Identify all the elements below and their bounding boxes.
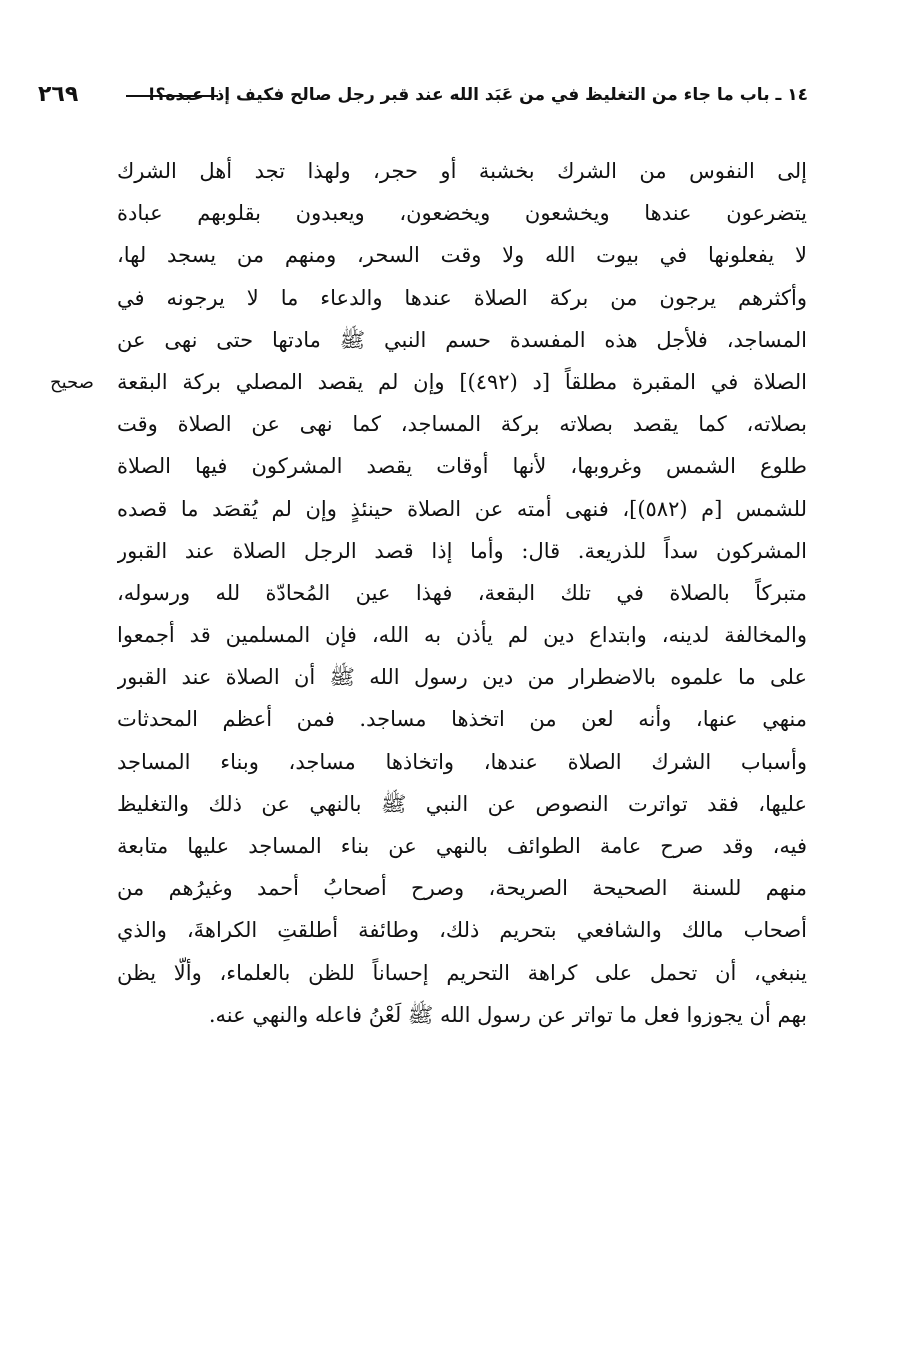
text-line: إلى النفوس من الشرك بخشبة أو حجر، ولهذا تجد أهل الشرك — [117, 159, 807, 183]
text-line: يتضرعون عندها ويخشعون ويخضعون، ويعبدون بقلوبهم عبادة — [117, 201, 807, 226]
text-line: ينبغي، أن تحمل على كراهة التحريم إحساناً للظن بالعلماء، وألّا يظن — [117, 960, 807, 985]
text-line: المشركون سداً للذريعة. قال: وأما إذا قصد الرجل الصلاة عند القبور — [117, 538, 807, 563]
text-line: للشمس [م (٥٨٢)]، فنهى أمته عن الصلاة حينئذٍ وإن لم يُقصَد ما قصده — [117, 496, 807, 521]
text-line: منهم للسنة الصحيحة الصريحة، وصرح أصحابُ أحمد وغيرُهم من — [117, 876, 807, 901]
text-line: عليها، فقد تواترت النصوص عن النبي ﷺ بالنهي عن ذلك والتغليظ — [117, 791, 807, 816]
margin-grading-note: صحيح — [50, 372, 94, 393]
text-line: بصلاته، كما يقصد بصلاته بركة المساجد، كما نهى عن الصلاة وقت — [117, 412, 807, 437]
running-header — [38, 82, 808, 116]
text-line: متبركاً بالصلاة في تلك البقعة، فهذا عين المُحادّة لله ورسوله، — [117, 580, 807, 605]
page-number: ٢٦٩ — [38, 82, 79, 107]
text-line: وأكثرهم يرجون من بركة الصلاة عندها والدعاء ما لا يرجونه في — [117, 285, 807, 310]
text-line: على ما علموه بالاضطرار من دين رسول الله ﷺ أن الصلاة عند القبور — [117, 665, 807, 690]
header-rule — [126, 95, 218, 97]
text-line: بهم أن يجوزوا فعل ما تواتر عن رسول الله ﷺ لَعْنُ فاعله والنهي عنه. — [208, 1002, 807, 1027]
text-line: فيه، وقد صرح عامة الطوائف بالنهي عن بناء المساجد عليها متابعة — [117, 834, 807, 858]
chapter-title: ١٤ ـ باب ما جاء من التغليظ في من عَبَد الله عند قبر رجل صالح فكيف إذا عبده؟! — [147, 85, 808, 105]
text-line: المساجد، فلأجل هذه المفسدة حسم النبي ﷺ مادتها حتى نهى عن — [117, 327, 807, 352]
body-text — [117, 150, 807, 1036]
text-line: وأسباب الشرك الصلاة عندها، واتخاذها مساجد، وبناء المساجد — [117, 749, 807, 774]
text-line: لا يفعلونها في بيوت الله ولا وقت السحر، ومنهم من يسجد لها، — [117, 243, 807, 268]
text-line: طلوع الشمس وغروبها، لأنها أوقات يقصد المشركون فيها الصلاة — [117, 454, 807, 479]
text-line: منهي عنها، وأنه لعن من اتخذها مساجد. فمن أعظم المحدثات — [117, 707, 807, 732]
text-line: والمخالفة لدينه، وابتداع دين لم يأذن به الله، فإن المسلمين قد أجمعوا — [117, 623, 807, 648]
text-line: أصحاب مالك والشافعي بتحريم ذلك، وطائفة أطلقتِ الكراهةَ، والذي — [117, 918, 807, 943]
text-line: الصلاة في المقبرة مطلقاً [د (٤٩٢)] وإن لم يقصد المصلي بركة البقعة — [117, 369, 807, 394]
